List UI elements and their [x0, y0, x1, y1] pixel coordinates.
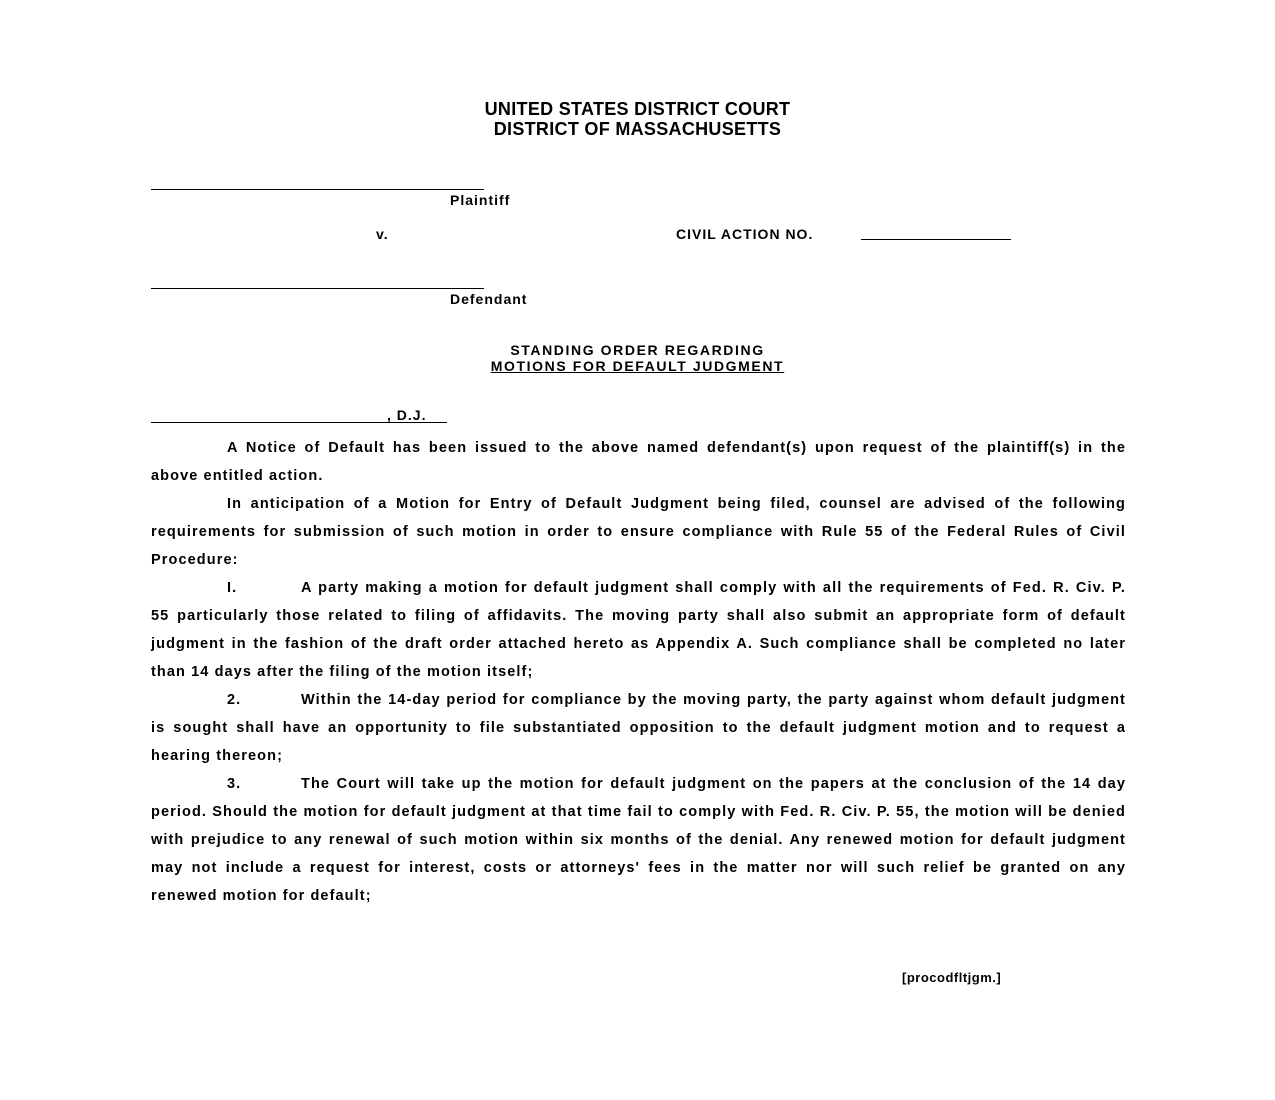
file-tag: [procodfltjgm.]	[902, 970, 1002, 985]
order-title: STANDING ORDER REGARDING	[510, 342, 765, 358]
item-text: The Court will take up the motion for default judgment on the papers at the conclusion of the 14 day period. Should the motion for default judgment at that time fail to comply with Fed. R. Civ. P. 55, the motion will be denied with prejudice to any renewal of such motion within six months of the denial. Any renewed motion for default judgment may not include a request for interest, costs or attorneys' fees in the matter nor will such relief be granted on any renewed motion for default;	[151, 776, 1126, 904]
defendant-label: Defendant	[450, 291, 528, 307]
court-district: DISTRICT OF MASSACHUSETTS	[493, 119, 782, 139]
list-item	[151, 686, 1126, 770]
list-item	[151, 574, 1126, 686]
order-subtitle: MOTIONS FOR DEFAULT JUDGMENT	[490, 358, 785, 374]
item-number: 2.	[227, 692, 242, 708]
paragraph-anticipation: In anticipation of a Motion for Entry of Default Judgment being filed, counsel are advised of the following requirements for submission of such motion in order to ensure compliance with Rule 55 of the Federal Rules of Civil Procedure:	[151, 496, 1126, 568]
item-text: A party making a motion for default judgment shall comply with all the requirements of Fed. R. Civ. P. 55 particularly those related to filing of affidavits. The moving party shall also submit an appropriate form of default judgment in the fashion of the draft order attached hereto as Appendix A. Such compliance shall be completed no later than 14 days after the filing of the motion itself;	[151, 580, 1126, 680]
court-name: UNITED STATES DISTRICT COURT	[484, 99, 791, 119]
plaintiff-label: Plaintiff	[450, 192, 511, 208]
defendant-name-line	[151, 288, 484, 289]
paragraph-notice: A Notice of Default has been issued to the above named defendant(s) upon request of the plaintiff(s) in the above entitled action.	[151, 440, 1126, 484]
order-body	[151, 434, 1126, 910]
item-number: 3.	[227, 776, 242, 792]
judge-suffix: , D.J.	[387, 407, 427, 423]
versus-label: v.	[376, 226, 389, 242]
list-item	[151, 770, 1126, 910]
civil-action-label: CIVIL ACTION NO.	[676, 226, 814, 242]
item-text: Within the 14-day period for compliance by the moving party, the party against whom default judgment is sought shall have an opportunity to file substantiated opposition to the default judgment motion and to request a hearing thereon;	[151, 692, 1126, 764]
civil-action-number-line	[861, 239, 1011, 240]
plaintiff-name-line	[151, 189, 484, 190]
item-number: I.	[227, 580, 238, 596]
